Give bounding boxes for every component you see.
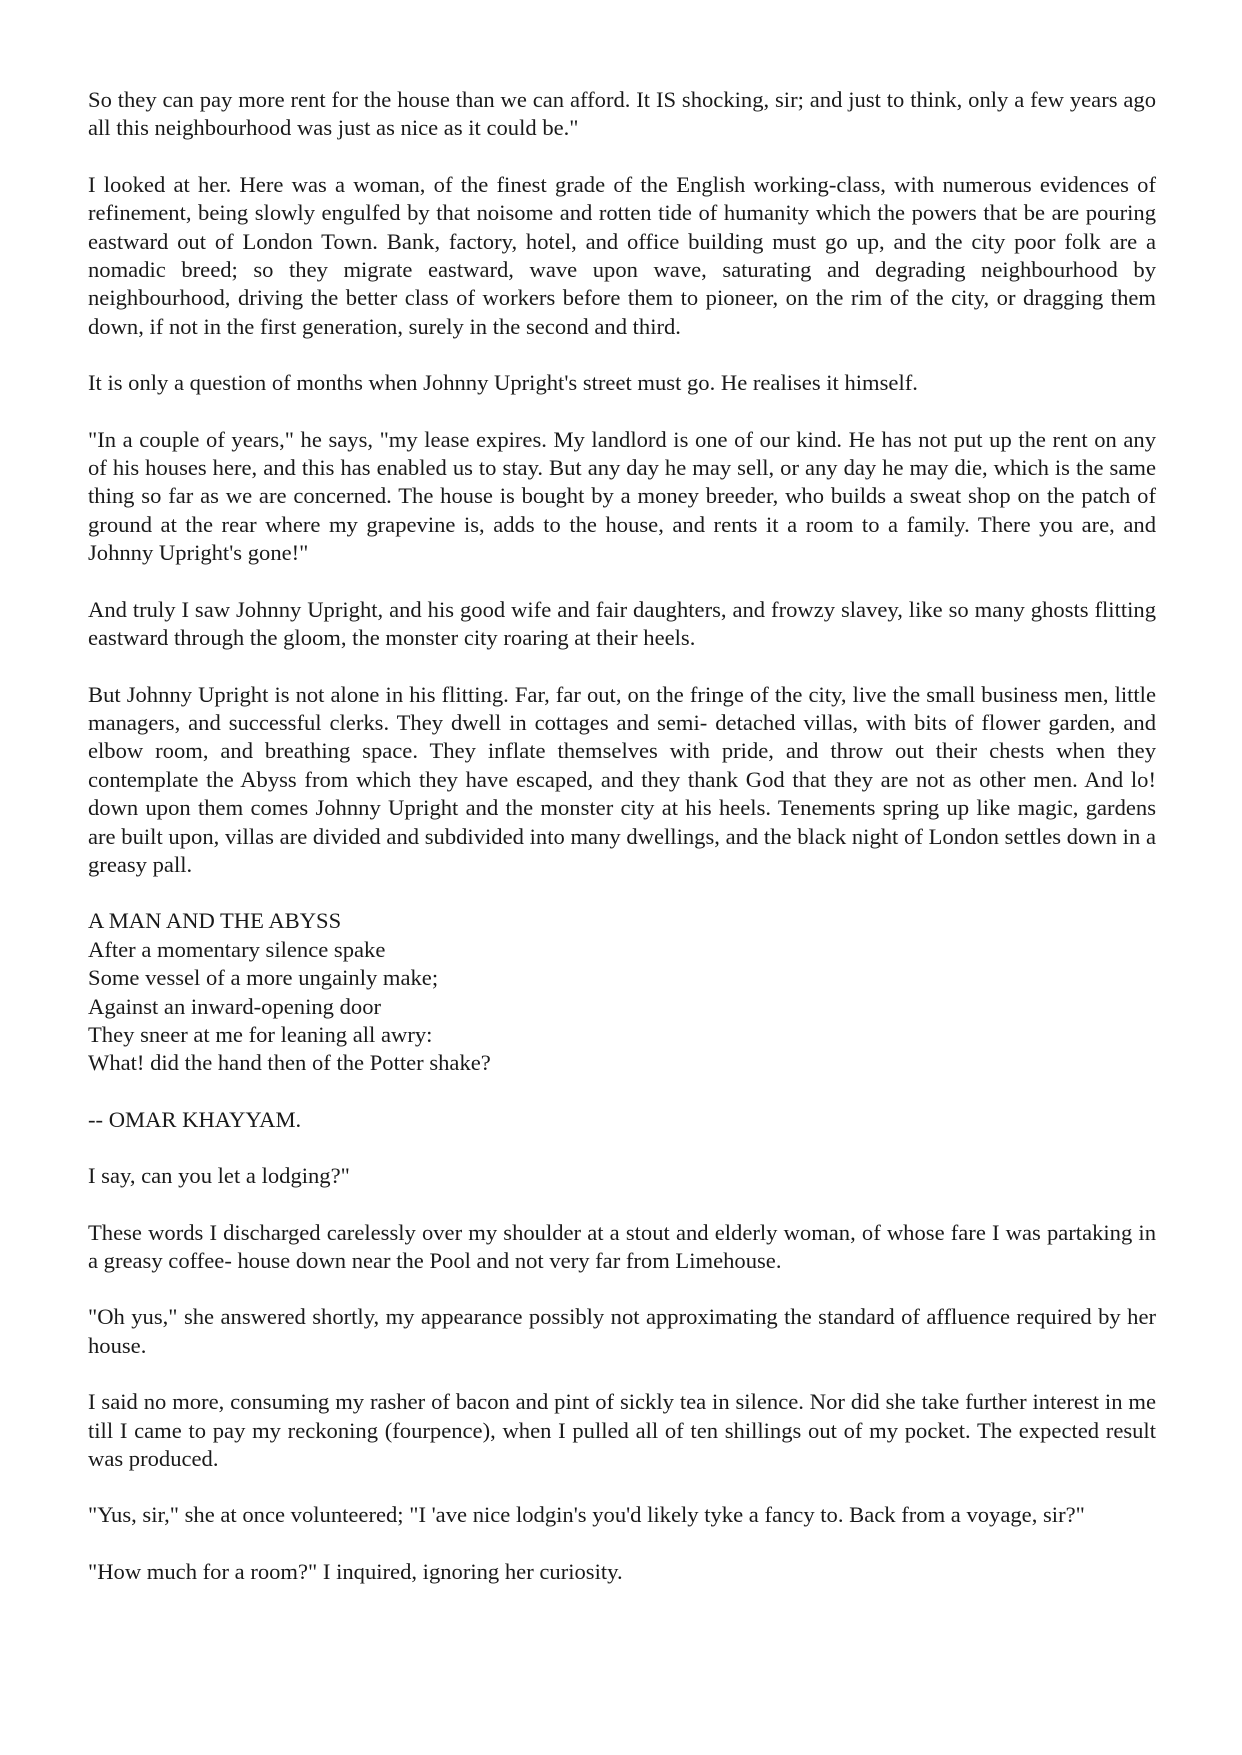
poem-line: Some vessel of a more ungainly make; (88, 965, 439, 991)
document-page (88, 86, 1156, 1614)
poem-line: They sneer at me for leaning all awry: (88, 1021, 433, 1047)
attribution: -- OMAR KHAYYAM. (88, 1106, 302, 1132)
paragraph: "Yus, sir," she at once volunteered; "I 'ave nice lodgin's you'd likely tyke a fancy to. Back from a voyage, sir?" (88, 1502, 1085, 1528)
paragraph: "Oh yus," she answered shortly, my appearance possibly not approximating the standard of affluence required by her house. (88, 1304, 1156, 1358)
poem-line: What! did the hand then of the Potter shake? (88, 1050, 491, 1076)
paragraph: I looked at her. Here was a woman, of the finest grade of the English working-class, with numerous evidences of refinement, being slowly engulfed by that noisome and rotten tide of humanity which the powers that be are pouring eastward out of London Town. Bank, factory, hotel, and office building must go up, and the city poor folk are a nomadic breed; so they migrate eastward, wave upon wave, saturating and degrading neighbourhood by neighbourhood, driving the better class of workers before them to pioneer, on the rim of the city, or dragging them down, if not in the first generation, surely in the second and third. (88, 171, 1156, 339)
paragraph: I said no more, consuming my rasher of bacon and pint of sickly tea in silence. Nor did she take further interest in me till I came to pay my reckoning (fourpence), when I pulled all of ten shillings out of my pocket. The expected result was produced. (88, 1389, 1156, 1472)
paragraph: It is only a question of months when Johnny Upright's street must go. He realises it himself. (88, 370, 918, 396)
paragraph: These words I discharged carelessly over my shoulder at a stout and elderly woman, of whose fare I was partaking in a greasy coffee- house down near the Pool and not very far from Limehouse. (88, 1219, 1156, 1273)
poem-block (88, 907, 1156, 1077)
paragraph: "In a couple of years," he says, "my lease expires. My landlord is one of our kind. He has not put up the rent on any of his houses here, and this has enabled us to stay. But any day he may sell, or any day he may die, which is the same thing so far as we are concerned. The house is bought by a money breeder, who builds a sweat shop on the patch of ground at the rear where my grapevine is, adds to the house, and rents it a room to a family. There you are, and Johnny Upright's gone!" (88, 426, 1156, 566)
poem-line: Against an inward-opening door (88, 993, 382, 1019)
paragraph: And truly I saw Johnny Upright, and his good wife and fair daughters, and frowzy slavey, like so many ghosts flitting eastward through the gloom, the monster city roaring at their heels. (88, 596, 1156, 651)
paragraph: But Johnny Upright is not alone in his flitting. Far, far out, on the fringe of the city, live the small business men, little managers, and successful clerks. They dwell in cottages and semi- detached villas, with bits of flower garden, and elbow room, and breathing space. They inflate themselves with pride, and throw out their chests when they contemplate the Abyss from which they have escaped, and they thank God that they are not as other men. And lo! down upon them comes Johnny Upright and the monster city at his heels. Tenements spring up like magic, gardens are built upon, villas are divided and subdivided into many dwellings, and the black night of London settles down in a greasy pall. (88, 681, 1156, 877)
paragraph: "How much for a room?" I inquired, ignoring her curiosity. (88, 1558, 623, 1584)
poem-line: After a momentary silence spake (88, 936, 386, 962)
chapter-heading: A MAN AND THE ABYSS (88, 908, 342, 934)
paragraph: So they can pay more rent for the house than we can afford. It IS shocking, sir; and just to think, only a few years ago all this neighbourhood was just as nice as it could be." (88, 87, 1156, 141)
paragraph: I say, can you let a lodging?" (88, 1163, 350, 1189)
